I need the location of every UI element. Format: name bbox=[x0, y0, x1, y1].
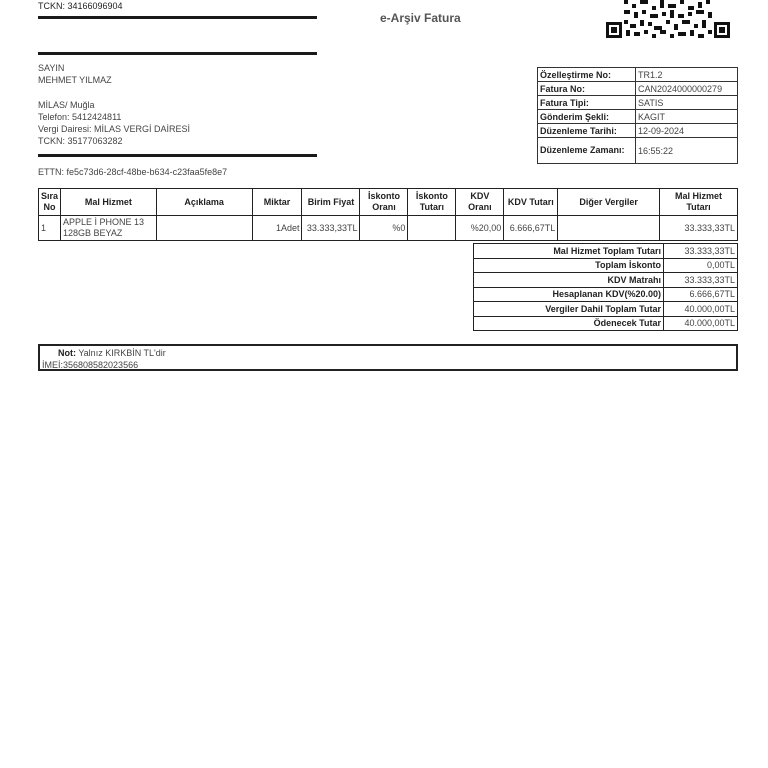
divider bbox=[38, 154, 317, 157]
seller-tckn: TCKN: 34166096904 bbox=[38, 1, 123, 11]
items-table bbox=[38, 188, 738, 241]
info-value: CAN2024000000279 bbox=[636, 82, 738, 96]
info-row bbox=[538, 110, 738, 124]
buyer-tckn: TCKN: 35177063282 bbox=[38, 136, 123, 146]
info-value: TR1.2 bbox=[636, 68, 738, 82]
total-value: 0,00TL bbox=[664, 258, 738, 273]
buyer-tax-office: Vergi Dairesi: MİLAS VERGİ DAİRESİ bbox=[38, 124, 191, 134]
item-discount-amount bbox=[408, 216, 456, 241]
total-label: Vergiler Dahil Toplam Tutar bbox=[474, 302, 664, 317]
total-label: KDV Matrahı bbox=[474, 273, 664, 288]
buyer-salutation: SAYIN bbox=[38, 63, 65, 73]
total-value: 6.666,67TL bbox=[664, 287, 738, 302]
total-value: 33.333,33TL bbox=[664, 244, 738, 259]
buyer-name: MEHMET YILMAZ bbox=[38, 75, 112, 85]
info-value: SATIS bbox=[636, 96, 738, 110]
total-label: Ödenecek Tutar bbox=[474, 316, 664, 331]
invoice-info-table bbox=[537, 67, 738, 164]
totals-row bbox=[474, 258, 738, 273]
info-key: Düzenleme Zamanı: bbox=[538, 138, 636, 164]
col-header: Açıklama bbox=[156, 189, 252, 216]
totals-table bbox=[473, 243, 738, 331]
buyer-phone: Telefon: 5412424811 bbox=[38, 112, 122, 122]
note-imei: İMEİ:356808582023566 bbox=[42, 360, 139, 370]
item-index: 1 bbox=[39, 216, 61, 241]
items-header-row bbox=[39, 189, 738, 216]
info-row bbox=[538, 138, 738, 164]
total-label: Hesaplanan KDV(%20.00) bbox=[474, 287, 664, 302]
col-header: Sıra No bbox=[39, 189, 61, 216]
ettn-value: ETTN: fe5c73d6-28cf-48be-b634-c23faa5fe8e7 bbox=[38, 167, 228, 177]
item-quantity: 1Adet bbox=[252, 216, 302, 241]
note-box bbox=[38, 344, 738, 371]
info-value: KAGIT bbox=[636, 110, 738, 124]
divider bbox=[38, 52, 317, 55]
col-header: Mal Hizmet Tutarı bbox=[660, 189, 738, 216]
col-header: Diğer Vergiler bbox=[558, 189, 660, 216]
item-vat-rate: %20,00 bbox=[456, 216, 504, 241]
total-value: 40.000,00TL bbox=[664, 302, 738, 317]
totals-row bbox=[474, 302, 738, 317]
item-discount-rate: %0 bbox=[360, 216, 408, 241]
info-key: Özelleştirme No: bbox=[538, 68, 636, 82]
qr-code-icon bbox=[604, 0, 732, 40]
buyer-block bbox=[38, 62, 190, 147]
note-text: Yalnız KIRKBİN TL'dir bbox=[78, 348, 166, 358]
document-title: e-Arşiv Fatura bbox=[380, 11, 461, 25]
info-row bbox=[538, 68, 738, 82]
col-header: Miktar bbox=[252, 189, 302, 216]
info-row bbox=[538, 124, 738, 138]
col-header: İskonto Oranı bbox=[360, 189, 408, 216]
col-header: İskonto Tutarı bbox=[408, 189, 456, 216]
info-value: 12-09-2024 bbox=[636, 124, 738, 138]
item-vat-amount: 6.666,67TL bbox=[504, 216, 558, 241]
total-value: 33.333,33TL bbox=[664, 273, 738, 288]
col-header: KDV Oranı bbox=[456, 189, 504, 216]
item-description bbox=[156, 216, 252, 241]
item-other-taxes bbox=[558, 216, 660, 241]
info-value: 16:55:22 bbox=[636, 138, 738, 164]
note-label: Not: bbox=[58, 348, 76, 358]
item-name: APPLE İ PHONE 13 128GB BEYAZ bbox=[61, 216, 157, 241]
totals-row bbox=[474, 273, 738, 288]
totals-row bbox=[474, 287, 738, 302]
col-header: KDV Tutarı bbox=[504, 189, 558, 216]
totals-row bbox=[474, 316, 738, 331]
info-key: Gönderim Şekli: bbox=[538, 110, 636, 124]
info-key: Düzenleme Tarihi: bbox=[538, 124, 636, 138]
item-unit-price: 33.333,33TL bbox=[302, 216, 360, 241]
col-header: Mal Hizmet bbox=[61, 189, 157, 216]
col-header: Birim Fiyat bbox=[302, 189, 360, 216]
info-row bbox=[538, 96, 738, 110]
totals-row bbox=[474, 244, 738, 259]
total-value: 40.000,00TL bbox=[664, 316, 738, 331]
info-key: Fatura Tipi: bbox=[538, 96, 636, 110]
info-key: Fatura No: bbox=[538, 82, 636, 96]
total-label: Toplam İskonto bbox=[474, 258, 664, 273]
item-total: 33.333,33TL bbox=[660, 216, 738, 241]
total-label: Mal Hizmet Toplam Tutarı bbox=[474, 244, 664, 259]
ettn bbox=[38, 166, 227, 178]
table-row bbox=[39, 216, 738, 241]
info-row bbox=[538, 82, 738, 96]
buyer-city: MİLAS/ Muğla bbox=[38, 100, 95, 110]
divider bbox=[38, 16, 317, 19]
